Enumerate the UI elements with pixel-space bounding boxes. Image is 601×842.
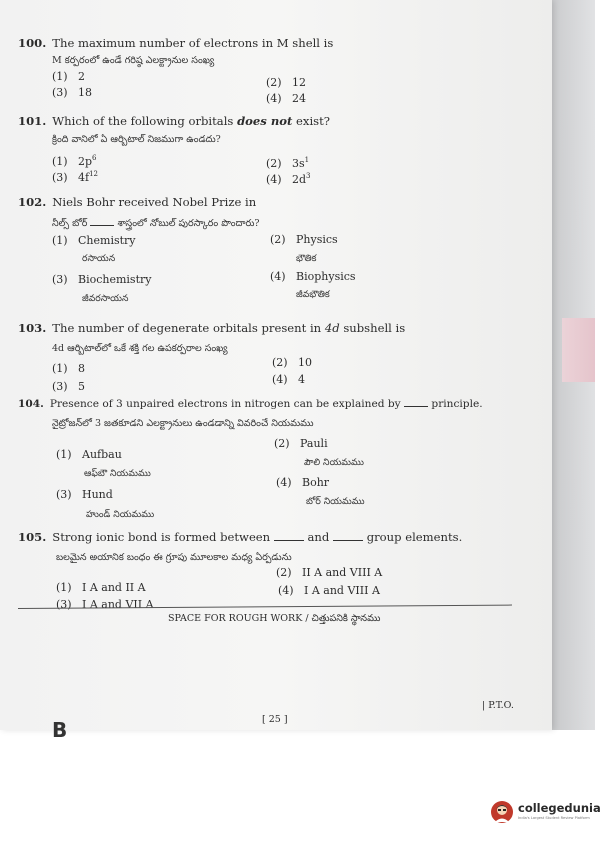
option-4: (4) I A and VIII A xyxy=(278,584,380,597)
question-number: 104. xyxy=(18,398,44,410)
option-1: (1) 8 xyxy=(52,362,85,375)
pink-paper-edge xyxy=(562,318,595,382)
booklet-code: B xyxy=(52,718,68,742)
question-103: 103. The number of degenerate orbitals present in 4d subshell is xyxy=(18,321,406,335)
option-1: (1) I A and II A xyxy=(56,581,146,594)
option-4: (4) Biophysics xyxy=(270,270,356,283)
question-number: 100. xyxy=(18,36,47,50)
option-1-telugu: రసాయన xyxy=(82,253,116,264)
brand-tagline: India's Largest Student Review Platform xyxy=(518,816,590,820)
option-2: (2) Physics xyxy=(270,233,338,246)
question-102 xyxy=(18,195,256,209)
option-3: (3) 18 xyxy=(52,86,92,99)
option-4-telugu: జీవభౌతిక xyxy=(296,289,330,300)
question-text-telugu: నీల్స్ బోర్ శాస్త్రంలో నోబుల్ పురస్కారం పొందారు? xyxy=(52,218,260,229)
question-text-telugu: నైట్రోజన్‌లో 3 జతకూడని ఎలక్ట్రానులు ఉండడాన్ని వివరించే నియమము xyxy=(52,418,314,429)
page-number: [ 25 ] xyxy=(262,714,288,725)
option-2-telugu: భౌతిక xyxy=(296,253,317,264)
option-4: (4) Bohr xyxy=(276,476,330,489)
option-4: (4) 4 xyxy=(272,373,305,386)
option-4: (4) 24 xyxy=(266,92,306,105)
rough-work-label: SPACE FOR ROUGH WORK / చిత్తుపనికి స్థానము xyxy=(168,613,381,624)
question-105: 105. Strong ionic bond is formed between and group elements. xyxy=(18,530,463,544)
answer-blank xyxy=(404,397,428,407)
option-2: (2) Pauli xyxy=(274,437,328,450)
brand-name: collegedunia xyxy=(518,801,601,815)
option-2: (2) 10 xyxy=(272,356,312,369)
question-text-telugu: 4d ఆర్బిటాల్‌లో ఒకే శక్తి గల ఉపకర్పరాల సంఖ్య xyxy=(52,343,228,354)
option-3: (3) I A and VII A xyxy=(56,598,154,611)
option-1: (1) Aufbau xyxy=(56,448,122,461)
option-3: (3) Hund xyxy=(56,488,113,501)
option-2: (2) II A and VIII A xyxy=(276,566,383,579)
answer-blank xyxy=(274,531,304,541)
question-text: The maximum number of electrons in M shell is xyxy=(52,36,334,50)
option-3: (3) Biochemistry xyxy=(52,273,152,286)
question-text: Niels Bohr received Nobel Prize in xyxy=(52,195,257,209)
emphasis-text: does not xyxy=(237,114,293,128)
option-2: (2) 12 xyxy=(266,76,306,89)
pto-label: | P.T.O. xyxy=(482,700,514,711)
option-3-telugu: హుండ్ నియమము xyxy=(86,509,155,520)
option-1: (1) $2p^6$ xyxy=(52,154,97,168)
brand-watermark xyxy=(490,800,601,824)
brand-logo-icon xyxy=(490,800,514,824)
answer-blank xyxy=(333,531,363,541)
option-2-telugu: పౌలి నియమము xyxy=(304,457,364,468)
option-1-telugu: ఆఫ్‌బౌ నియమము xyxy=(84,468,151,479)
option-1: (1) 2 xyxy=(52,70,85,83)
question-100 xyxy=(18,36,333,50)
question-number: 101. xyxy=(18,114,47,128)
question-text-telugu: M కర్పరంలో ఉండే గరిష్ఠ ఎలక్ట్రానుల సంఖ్య xyxy=(52,55,215,66)
question-text-telugu: క్రింది వానిలో ఏ ఆర్బిటాల్ నిజముగా ఉండదు? xyxy=(52,134,221,145)
question-number: 102. xyxy=(18,195,47,209)
option-3: (3) $4f^{12}$ xyxy=(52,170,98,184)
option-2: (2) $3s^1$ xyxy=(266,156,310,170)
question-text-telugu: బలమైన అయానిక బంధం ఈ గ్రూపు మూలకాల మధ్య ఏర్పడును xyxy=(56,552,292,563)
question-number: 105. xyxy=(18,530,47,544)
option-1: (1) Chemistry xyxy=(52,234,136,247)
option-3-telugu: జీవరసాయన xyxy=(82,293,129,304)
option-4: (4) $2d^3$ xyxy=(266,172,311,186)
question-101: 101. Which of the following orbitals does not exist? xyxy=(18,114,330,128)
option-4-telugu: బోర్ నియమము xyxy=(306,496,365,507)
question-104: 104. Presence of 3 unpaired electrons in nitrogen can be explained by principle. xyxy=(18,398,483,410)
answer-blank xyxy=(90,216,114,226)
option-3: (3) 5 xyxy=(52,380,85,393)
question-number: 103. xyxy=(18,321,47,335)
